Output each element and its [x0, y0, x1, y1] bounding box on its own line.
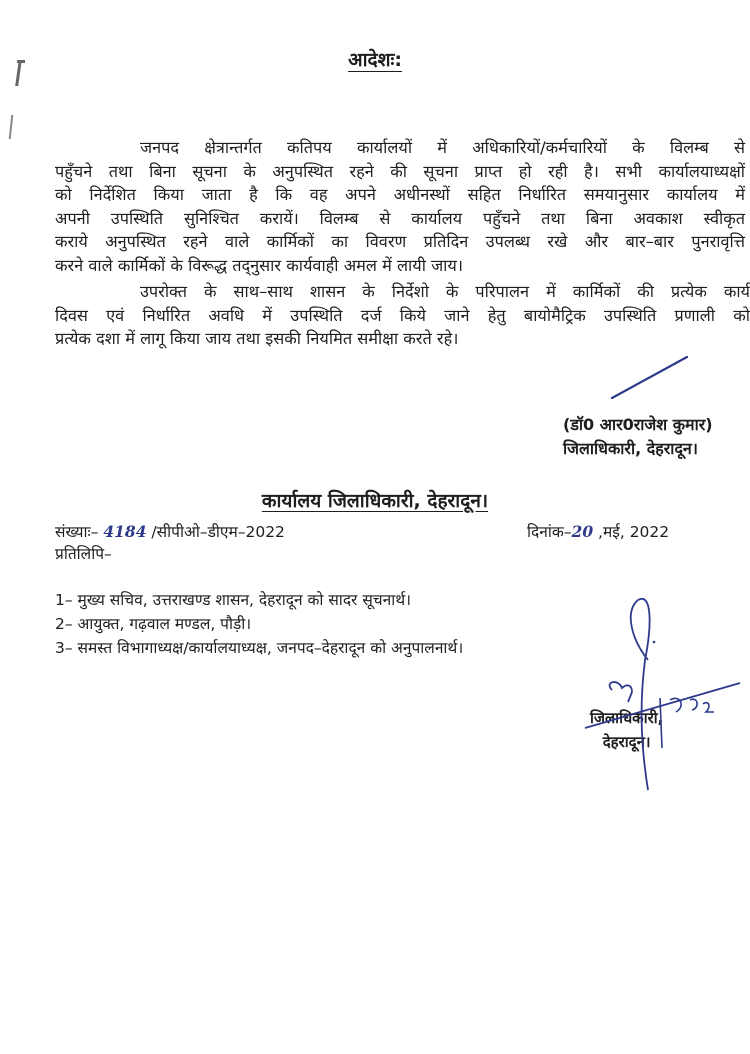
signature-2-date	[670, 698, 714, 712]
title-text: आदेशः:	[348, 49, 402, 71]
signatory-name: (डॉ0 आर0राजेश कुमार)	[563, 415, 713, 434]
paragraph-line: पहुँचने तथा बिना सूचना के अनुपस्थित रहने की सूचना प्राप्त हो रही है। सभी कार्यालयाध्यक्षों	[55, 161, 745, 181]
copy-item: 3– समस्त विभागाध्यक्ष/कार्यालयाध्यक्ष, जनपद–देहरादून को अनुपालनार्थ।	[55, 639, 464, 657]
endorsement-place: देहरादून।	[602, 733, 651, 751]
office-header-text: कार्यालय जिलाधिकारी, देहरादून।	[261, 490, 489, 512]
signature-1-stroke	[612, 357, 687, 398]
copy-item: 1– मुख्य सचिव, उत्तराखण्ड शासन, देहरादून को सादर सूचनार्थ।	[55, 591, 412, 609]
signature-2-initials	[610, 682, 632, 702]
paragraph-line: करने वाले कार्मिकों के विरूद्ध तद्नुसार कार्यवाही अमल में लायी जाय।	[55, 255, 464, 275]
paragraph-line: जनपद क्षेत्रान्तर्गत कतिपय कार्यालयों में अधिकारियों/कर्मचारियों के विलम्ब से	[140, 138, 745, 157]
date-suffix: ,मई, 2022	[593, 523, 670, 541]
copy-item: 2– आयुक्त, गढ़वाल मण्डल, पौड़ी।	[55, 615, 252, 633]
paragraph-line: कराये अनुपस्थित रहने वाले कार्मिकों का विवरण प्रतिदिन उपलब्ध रखे और बार–बार पुनरावृत्ति	[55, 232, 745, 251]
paragraph-line: प्रत्येक दशा में लागू किया जाय तथा इसकी नियमित समीक्षा करते रहे।	[55, 329, 459, 348]
paragraph-line: अपनी उपस्थिति सुनिश्चित करायें। विलम्ब से कार्यालय पहुँचने तथा बिना अवकाश स्वीकृत	[55, 208, 745, 228]
signatory-designation: जिलाधिकारी, देहरादून।	[563, 439, 698, 458]
paragraph-line: उपरोक्त के साथ–साथ शासन के निर्देशो के परिपालन में कार्मिकों की प्रत्येक कार्य	[140, 282, 750, 301]
endorsement-designation: जिलाधिकारी,	[590, 709, 664, 727]
paragraph-line: को निर्देशित किया जाता है कि वह अपने अधीनस्थों सहित निर्धारित समयानुसार कार्यालय में	[55, 185, 745, 204]
reference-handwritten-number: 4184	[103, 522, 147, 541]
signature-2-loop	[631, 599, 650, 790]
paragraph-line: दिवस एवं निर्धारित अवधि में उपस्थिति दर्ज किये जाने हेतु बायोमैट्रिक उपस्थिति प्रणाली को	[55, 305, 750, 325]
date-prefix: दिनांक–	[527, 523, 572, 541]
signature-2-slash	[585, 683, 740, 728]
reference-suffix: /सीपीओ–डीएम–2022	[146, 523, 285, 541]
copy-label: प्रतिलिपि–	[55, 545, 112, 563]
reference-prefix: संख्याः–	[55, 523, 104, 541]
date-handwritten-day: 20	[571, 522, 594, 541]
